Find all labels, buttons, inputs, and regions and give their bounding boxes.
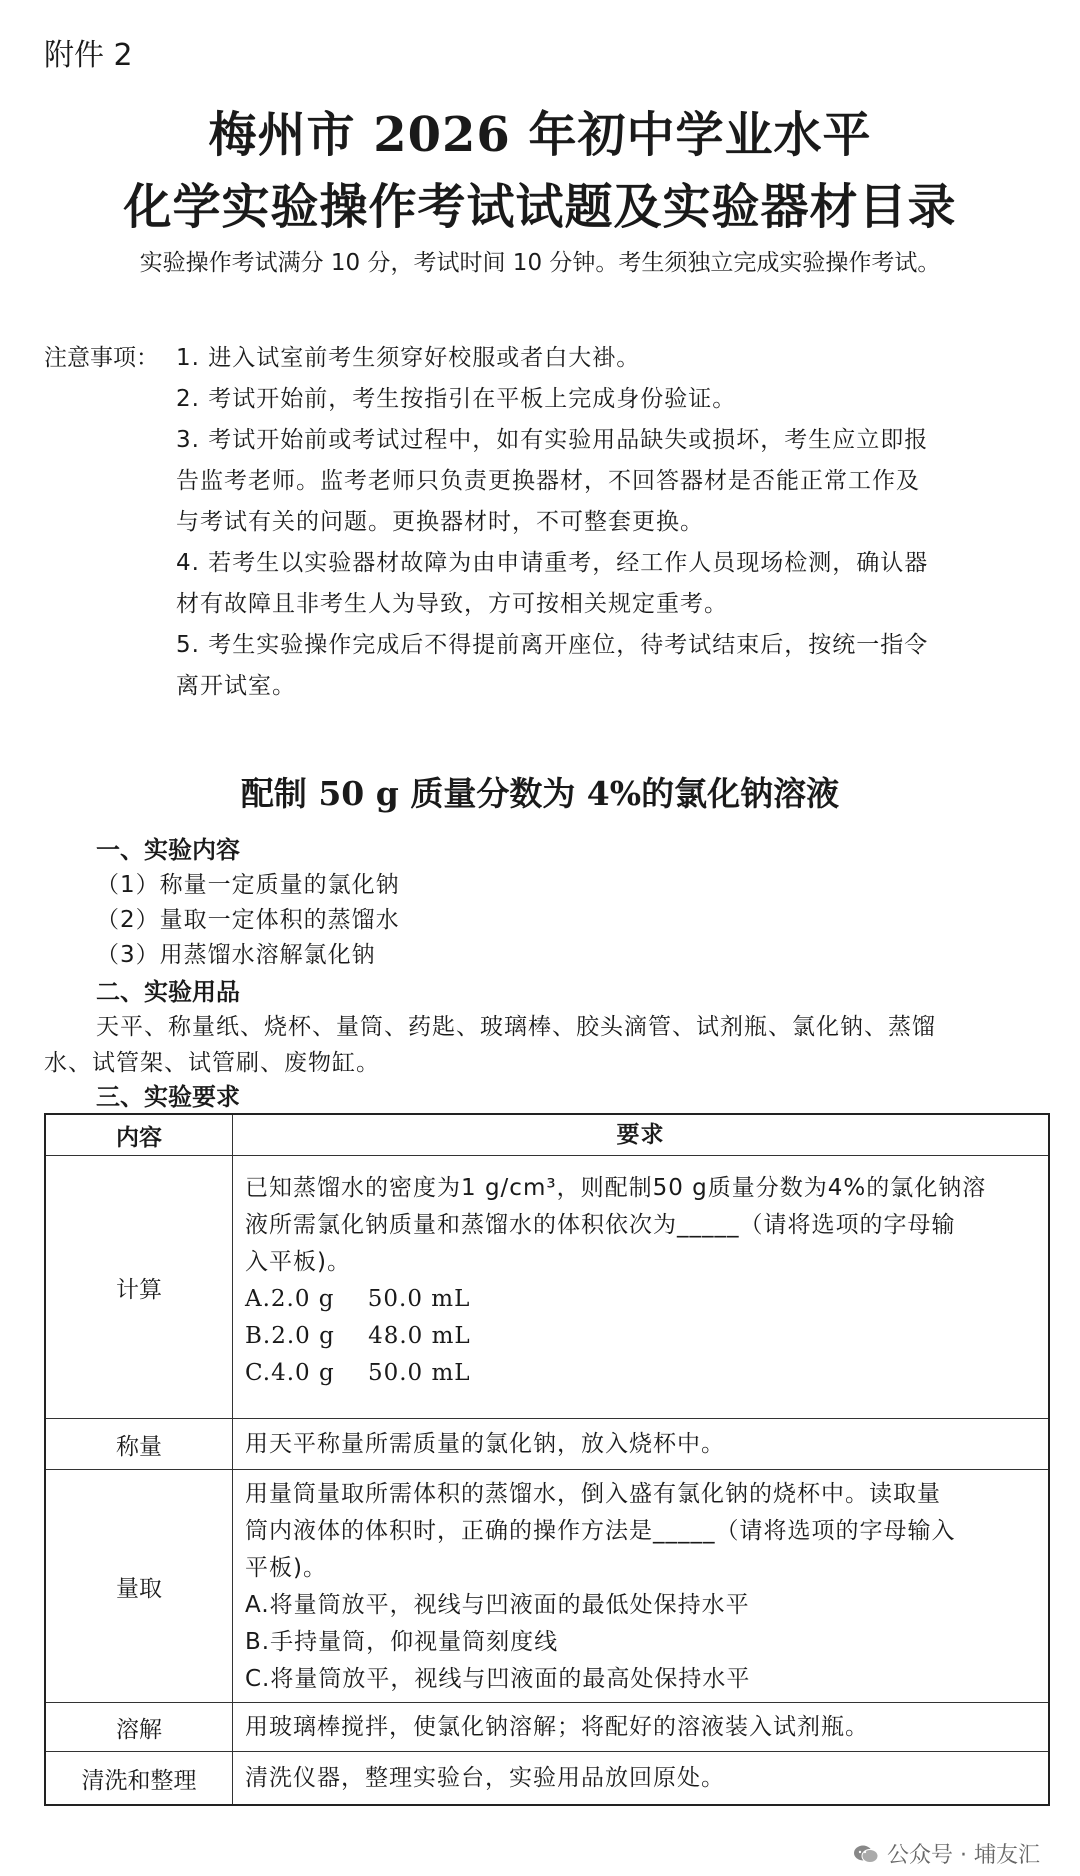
measure-line3: 平板)。: [245, 1555, 327, 1581]
measure-option-a: A.将量筒放平，视线与凹液面的最低处保持水平: [245, 1592, 750, 1618]
notice-item-1: 1. 进入试室前考生须穿好校服或者白大褂。: [176, 345, 641, 371]
row-label-weigh: 称量: [46, 1419, 233, 1469]
calc-option-c: C.4.0 g 50.0 mL: [245, 1360, 471, 1386]
row-body-weigh: 用天平称量所需质量的氯化钠，放入烧杯中。: [245, 1430, 725, 1457]
notice-item-3-line1: 3. 考试开始前或考试过程中，如有实验用品缺失或损坏，考生应立即报: [176, 427, 929, 453]
header-content: 内容: [46, 1115, 233, 1155]
requirements-table: [44, 1113, 1050, 1806]
exam-subtitle: 实验操作考试满分 10 分，考试时间 10 分钟。考生须独立完成实验操作考试。: [139, 250, 941, 276]
table-row-clean: [46, 1751, 1048, 1804]
row-body-measure: [233, 1470, 1048, 1702]
table-row-measure: [46, 1469, 1048, 1702]
calc-line1: 已知蒸馏水的密度为1 g/cm³，则配制50 g质量分数为4%的氯化钠溶: [245, 1175, 987, 1201]
table-row-calc: [46, 1155, 1048, 1418]
experiment-title: 配制 50 g 质量分数为 4%的氯化钠溶液: [240, 774, 840, 813]
notice-item-3-line3: 与考试有关的问题。更换器材时，不可整套更换。: [176, 509, 704, 535]
supplies-line1: 天平、称量纸、烧杯、量筒、药匙、玻璃棒、胶头滴管、试剂瓶、氯化钠、蒸馏: [96, 1014, 936, 1040]
content-item-1: （1）称量一定质量的氯化钠: [96, 872, 400, 898]
notice-item-3-line2: 告监考老师。监考老师只负责更换器材，不回答器材是否能正常工作及: [176, 468, 920, 494]
measure-option-b: B.手持量筒，仰视量筒刻度线: [245, 1629, 559, 1655]
watermark-text: 公众号 · 埔友汇: [887, 1843, 1040, 1868]
calc-line3: 入平板)。: [245, 1249, 351, 1275]
measure-option-c: C.将量筒放平，视线与凹液面的最高处保持水平: [245, 1666, 751, 1692]
supplies-line2: 水、试管架、试管刷、废物缸。: [44, 1050, 380, 1076]
page-title-line1: 梅州市 2026 年初中学业水平: [208, 107, 872, 163]
row-label-clean: 清洗和整理: [46, 1752, 233, 1804]
content-item-3: （3）用蒸馏水溶解氯化钠: [96, 942, 376, 968]
row-label-measure: 量取: [46, 1470, 233, 1702]
notice-item-2: 2. 考试开始前，考生按指引在平板上完成身份验证。: [176, 386, 737, 412]
notice-item-5-line2: 离开试室。: [176, 673, 296, 699]
notice-item-5-line1: 5. 考生实验操作完成后不得提前离开座位，待考试结束后，按统一指令: [176, 632, 929, 658]
annex-label: 附件 2: [44, 38, 133, 73]
row-body-clean: 清洗仪器，整理实验台，实验用品放回原处。: [245, 1764, 725, 1791]
row-body-calc: [233, 1156, 1048, 1418]
watermark: [853, 1838, 1040, 1869]
table-row-dissolve: [46, 1702, 1048, 1751]
notice-item-4-line2: 材有故障且非考生人为导致，方可按相关规定重考。: [176, 591, 728, 617]
supplies-heading: 二、实验用品: [96, 978, 240, 1006]
requirements-heading: 三、实验要求: [96, 1083, 240, 1111]
table-row-weigh: [46, 1418, 1048, 1469]
page-title-line2: 化学实验操作考试试题及实验器材目录: [123, 179, 957, 235]
calc-line2: 液所需氯化钠质量和蒸馏水的体积依次为_____（请将选项的字母输: [245, 1212, 956, 1238]
measure-line1: 用量筒量取所需体积的蒸馏水，倒入盛有氯化钠的烧杯中。读取量: [245, 1481, 941, 1507]
content-item-2: （2）量取一定体积的蒸馏水: [96, 907, 400, 933]
row-label-dissolve: 溶解: [46, 1703, 233, 1751]
content-heading: 一、实验内容: [96, 836, 240, 864]
wechat-icon: [853, 1844, 879, 1864]
row-body-dissolve: 用玻璃棒搅拌，使氯化钠溶解；将配好的溶液装入试剂瓶。: [245, 1713, 869, 1740]
notice-label: 注意事项：: [44, 345, 159, 371]
row-label-calc: 计算: [46, 1156, 233, 1418]
calc-option-b: B.2.0 g 48.0 mL: [245, 1323, 471, 1349]
table-header-row: [46, 1115, 1048, 1155]
notice-item-4-line1: 4. 若考生以实验器材故障为由申请重考，经工作人员现场检测，确认器: [176, 550, 929, 576]
calc-option-a: A.2.0 g 50.0 mL: [245, 1286, 471, 1312]
measure-line2: 筒内液体的体积时，正确的操作方法是_____（请将选项的字母输入: [245, 1518, 956, 1544]
header-requirement: 要求: [616, 1121, 665, 1148]
